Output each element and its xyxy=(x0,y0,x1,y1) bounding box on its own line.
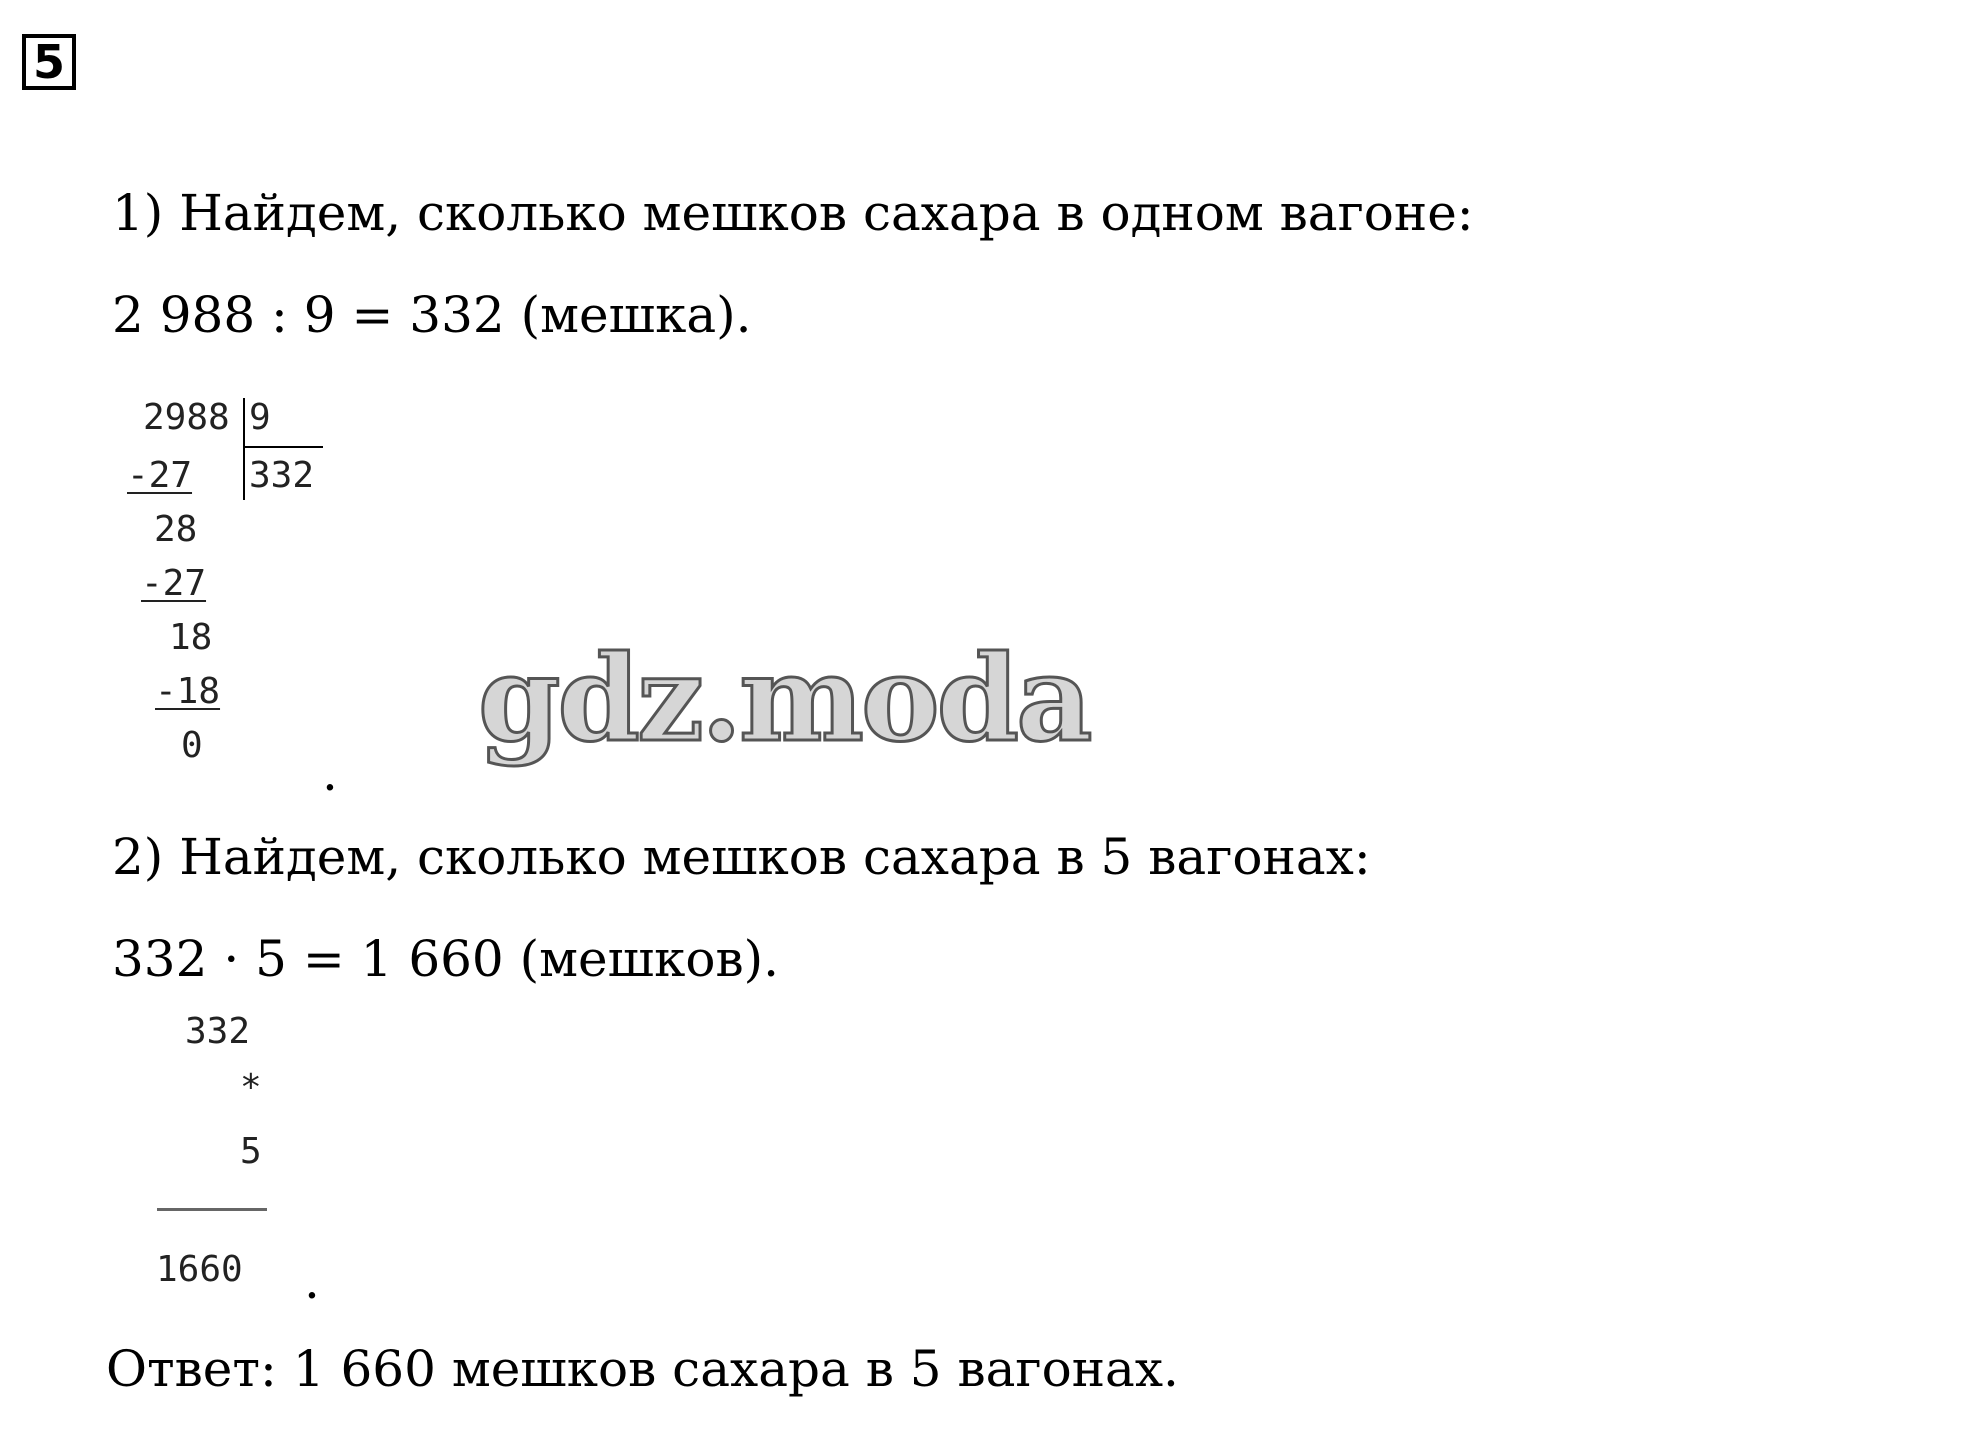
division-subtract-3: -18 xyxy=(155,671,221,712)
answer-text: Ответ: 1 660 мешков сахара в 5 вагонах. xyxy=(106,1340,1179,1398)
division-horizontal-bar xyxy=(243,446,323,448)
step2-heading: 2) Найдем, сколько мешков сахара в 5 вагонах: xyxy=(112,828,1371,886)
multiplication-operator: * xyxy=(240,1067,262,1108)
step2-equation: 332 · 5 = 1 660 (мешков). xyxy=(112,930,780,988)
division-subtract-1: -27 xyxy=(127,455,193,496)
division-quotient: 332 xyxy=(249,455,315,496)
division-remainder-final: 0 xyxy=(181,725,203,766)
step1-equation: 2 988 : 9 = 332 (мешка). xyxy=(112,286,752,344)
division-remainder-2: 18 xyxy=(169,617,213,658)
multiplication-multiplier: 5 xyxy=(240,1131,262,1172)
division-vertical-bar xyxy=(243,398,245,500)
multiplication-end-dot: . xyxy=(304,1252,320,1310)
step1-heading: 1) Найдем, сколько мешков сахара в одном вагоне: xyxy=(112,184,1474,242)
watermark-logo: gdz.moda xyxy=(478,629,1090,768)
multiplication-result-line xyxy=(157,1208,267,1211)
division-dividend: 2988 xyxy=(143,397,230,438)
division-subtract-2: -27 xyxy=(141,563,207,604)
division-divisor: 9 xyxy=(249,397,271,438)
task-number-badge: 5 xyxy=(22,34,76,90)
multiplication-result: 1660 xyxy=(156,1249,243,1290)
multiplication-multiplicand: 332 xyxy=(185,1011,251,1052)
division-end-dot: . xyxy=(322,744,338,802)
division-remainder-1: 28 xyxy=(154,509,198,550)
